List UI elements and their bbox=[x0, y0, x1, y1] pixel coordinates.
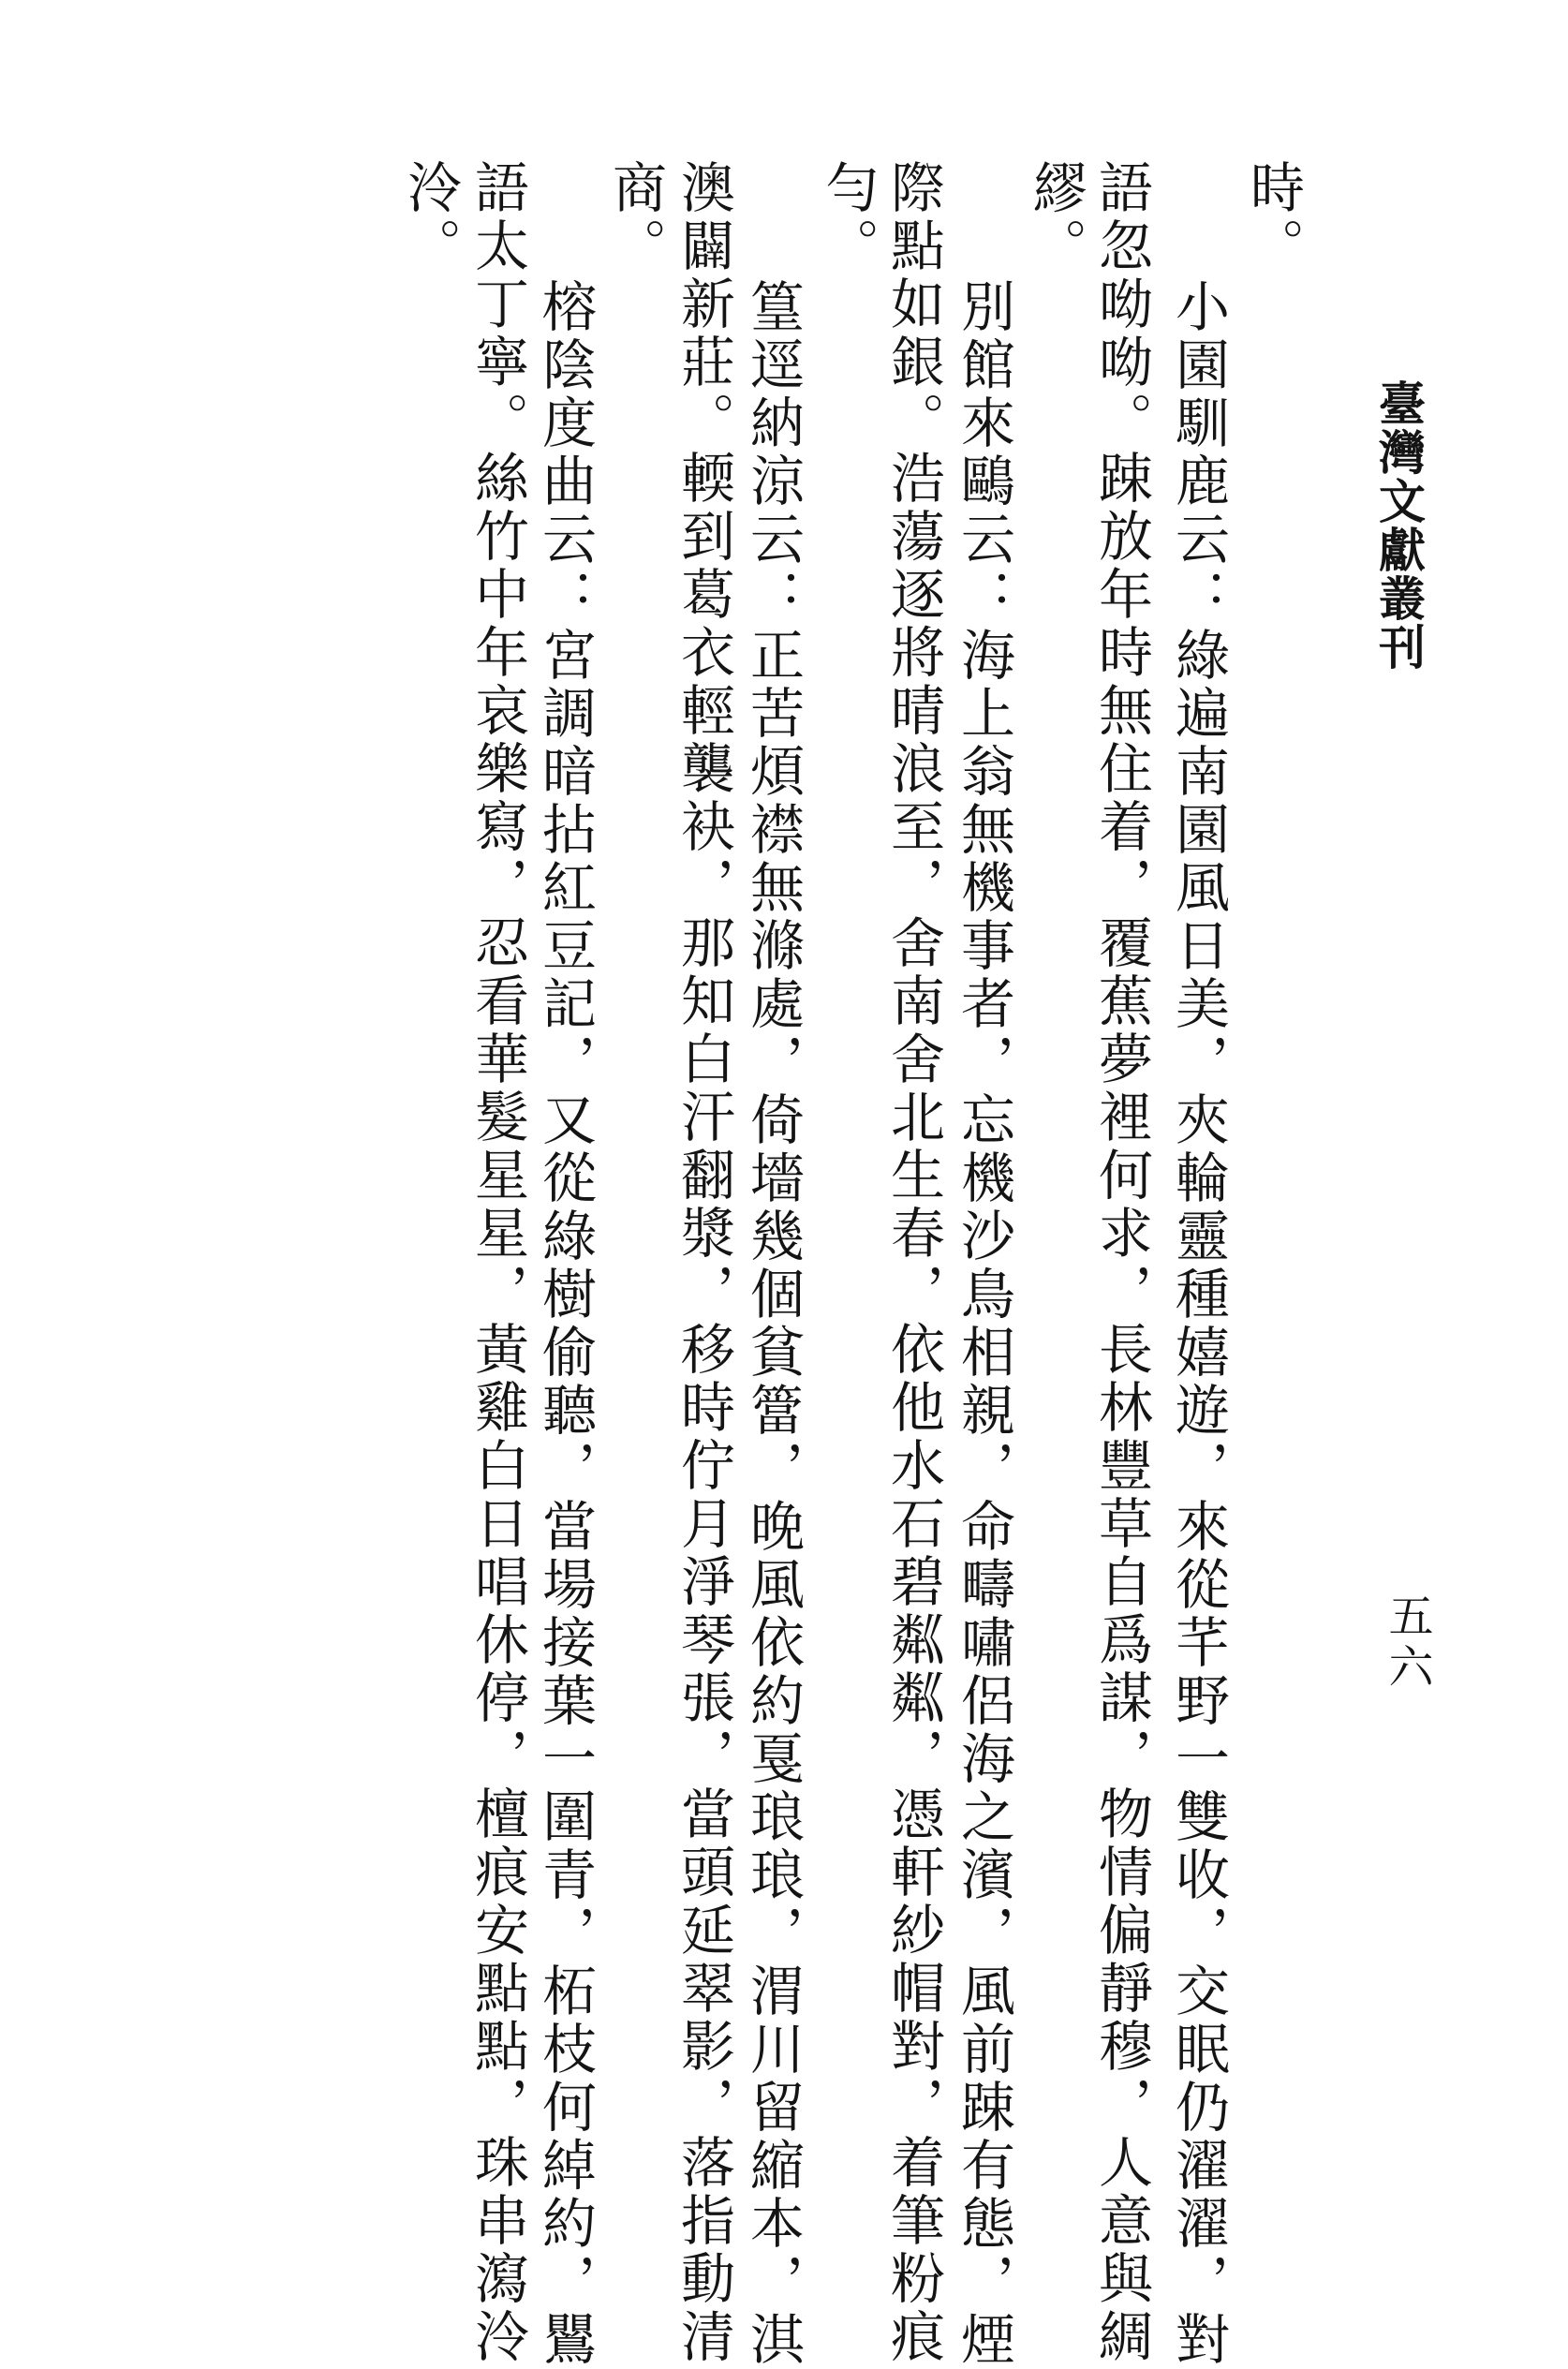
text-column-12: 語太丁寧。絲竹中年哀樂寫，忍看華髮星星，黃雞白日唱休停，檀痕安點點，珠串瀉泠 bbox=[466, 159, 529, 2366]
text-column-7: 勻。 bbox=[816, 159, 880, 275]
text-column-8: 篁逕納涼云：正苦煩襟無滌處，倚墻幾個貧簹，晚風依約戛琅琅，渭川留縮本，淇 bbox=[741, 220, 805, 2369]
text-column-6: 際點如銀。浩蕩逐將晴浪至，舍南舍北生春，依他水石碧粼粼，憑軒紗帽對，着筆粉痕 bbox=[881, 159, 945, 2366]
page-number: 五六 bbox=[1381, 1592, 1433, 1694]
text-column-11: 榕陰度曲云：宮調暗拈紅豆記，又從綠樹偷聽，當場接葉一圍青，柘枝何綽約，鸎 bbox=[533, 220, 597, 2369]
text-column-4: 繆。 bbox=[1024, 159, 1087, 275]
text-column-3: 語忽呦呦。踈放年時無住着，覆蕉夢裡何求，長林豐草自爲謀，物情偏靜穆，人意與綢 bbox=[1089, 159, 1153, 2366]
text-column-2: 小園馴鹿云：綠遍南園風日美，夾輪靈種嬉遊，來從芊野一雙收，交眠仍濯濯，對 bbox=[1166, 220, 1230, 2369]
series-title: 臺灣文獻叢刊 bbox=[1371, 379, 1427, 672]
text-column-13: 泠。 bbox=[398, 159, 462, 275]
text-column-1: 時。 bbox=[1241, 159, 1305, 275]
text-column-9: 澳闢新莊。輭到葛衣輕襲袂，那知白汗翻漿，移時佇月淨琴張，當頭延翠影，落指動清 bbox=[672, 159, 735, 2366]
text-column-5: 別館來鷗云：海上翁無機事者，忘機沙鳥相親，命疇嘯侶海之濱，風前踈有態，煙 bbox=[952, 220, 1015, 2369]
text-column-10: 商。 bbox=[603, 159, 667, 275]
